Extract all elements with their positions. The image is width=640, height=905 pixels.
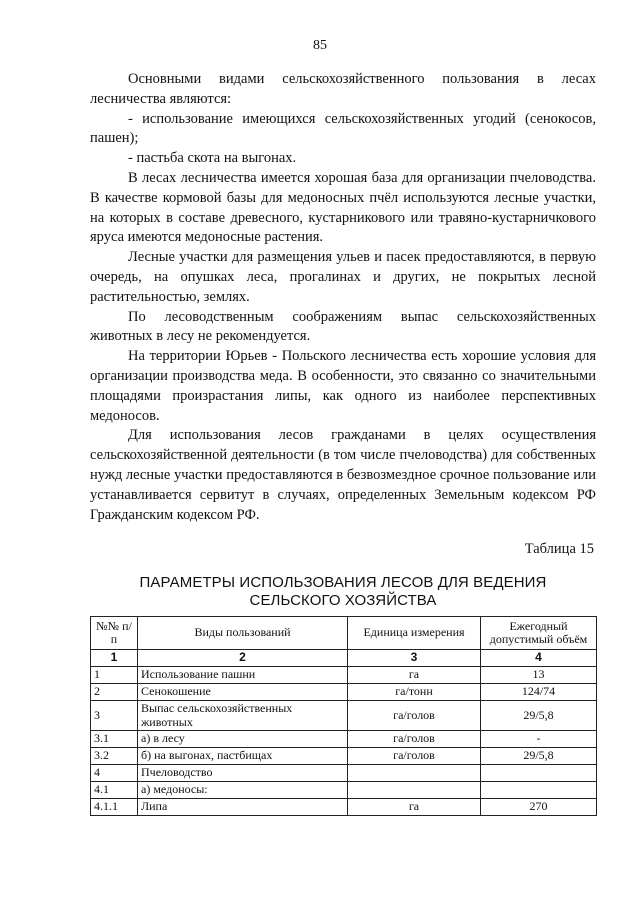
row-number: 3.1 (91, 731, 138, 748)
table-caption: Таблица 15 (524, 541, 594, 557)
index-cell: 2 (138, 650, 348, 667)
row-volume: 124/74 (481, 684, 597, 701)
body-text (90, 70, 596, 525)
row-unit: га/тонн (348, 684, 481, 701)
row-number: 2 (91, 684, 138, 701)
row-number: 3 (91, 701, 138, 731)
row-unit: га (348, 799, 481, 816)
row-number: 4.1.1 (91, 799, 138, 816)
page-number: 85 (313, 38, 327, 53)
row-number: 3.2 (91, 748, 138, 765)
row-volume: 13 (481, 667, 597, 684)
table-row (91, 765, 597, 782)
row-volume: - (481, 731, 597, 748)
row-usage-type: Использование пашни (138, 667, 348, 684)
paragraph: Лесные участки для размещения ульев и пасек предоставляются, в первую очередь, на опушках леса, прогалинах и других, не покрытых лесной растительностью, землях. (90, 249, 596, 305)
table-index-row (91, 650, 597, 667)
row-usage-type: Липа (138, 799, 348, 816)
row-unit: га (348, 667, 481, 684)
header-usage-type: Виды пользований (138, 617, 348, 650)
header-number: №№ п/п (91, 617, 138, 650)
table-row (91, 748, 597, 765)
row-usage-type: а) в лесу (138, 731, 348, 748)
paragraph: Основными видами сельскохозяйственного пользования в лесах лесничества являются: (90, 71, 596, 107)
paragraph: В лесах лесничества имеется хорошая база для организации пчеловодства. В качестве кормовой базы для медоносных пчёл используются лесные участки, на которых в составе древесного, кустарникового или травяно-кустарничкового яруса имеются медоносные растения. (90, 169, 596, 246)
row-unit: га/голов (348, 731, 481, 748)
row-volume (481, 765, 597, 782)
row-usage-type: Выпас сельскохозяйственных животных (138, 701, 348, 731)
index-cell: 1 (91, 650, 138, 667)
row-unit: га/голов (348, 748, 481, 765)
row-usage-type: б) на выгонах, пастбищах (138, 748, 348, 765)
row-volume: 29/5,8 (481, 748, 597, 765)
paragraph: - использование имеющихся сельскохозяйственных угодий (сенокосов, пашен); (90, 110, 596, 147)
row-number: 4 (91, 765, 138, 782)
table-row (91, 667, 597, 684)
row-unit (348, 765, 481, 782)
paragraph: На территории Юрьев - Польского лесничества есть хорошие условия для организации производства меда. В особенности, это связанно со значительными площадями произрастания липы, как одного из наиболее перспективных медоносов. (90, 348, 596, 424)
row-unit: га/голов (348, 701, 481, 731)
table-title: ПАРАМЕТРЫ ИСПОЛЬЗОВАНИЯ ЛЕСОВ ДЛЯ ВЕДЕНИЯ СЕЛЬСКОГО ХОЗЯЙСТВА (139, 574, 547, 609)
table-row (91, 782, 597, 799)
table-row (91, 701, 597, 731)
row-volume: 270 (481, 799, 597, 816)
table-row (91, 799, 597, 816)
row-volume (481, 782, 597, 799)
paragraph: Для использования лесов гражданами в целях осуществления сельскохозяйственной деятельности (в том числе пчеловодства) для собственных нужд лесные участки предоставляются в безвозмездное срочное пользование или устанавливается сервитут в случаях, определенных Земельным кодексом РФ Гражданским кодексом РФ. (90, 427, 596, 523)
row-number: 4.1 (91, 782, 138, 799)
index-cell: 3 (348, 650, 481, 667)
row-usage-type: Сенокошение (138, 684, 348, 701)
parameters-table (90, 616, 597, 816)
table-row (91, 731, 597, 748)
header-annual-volume: Ежегодный допустимый объём (481, 617, 597, 650)
index-cell: 4 (481, 650, 597, 667)
row-number: 1 (91, 667, 138, 684)
table-row (91, 684, 597, 701)
header-unit: Единица измерения (348, 617, 481, 650)
table-header-row (91, 617, 597, 650)
row-volume: 29/5,8 (481, 701, 597, 731)
paragraph: - пастьба скота на выгонах. (128, 150, 297, 167)
row-usage-type: Пчеловодство (138, 765, 348, 782)
row-unit (348, 782, 481, 799)
paragraph: По лесоводственным соображениям выпас сельскохозяйственных животных в лесу не рекомендуется. (90, 308, 596, 345)
row-usage-type: а) медоносы: (138, 782, 348, 799)
